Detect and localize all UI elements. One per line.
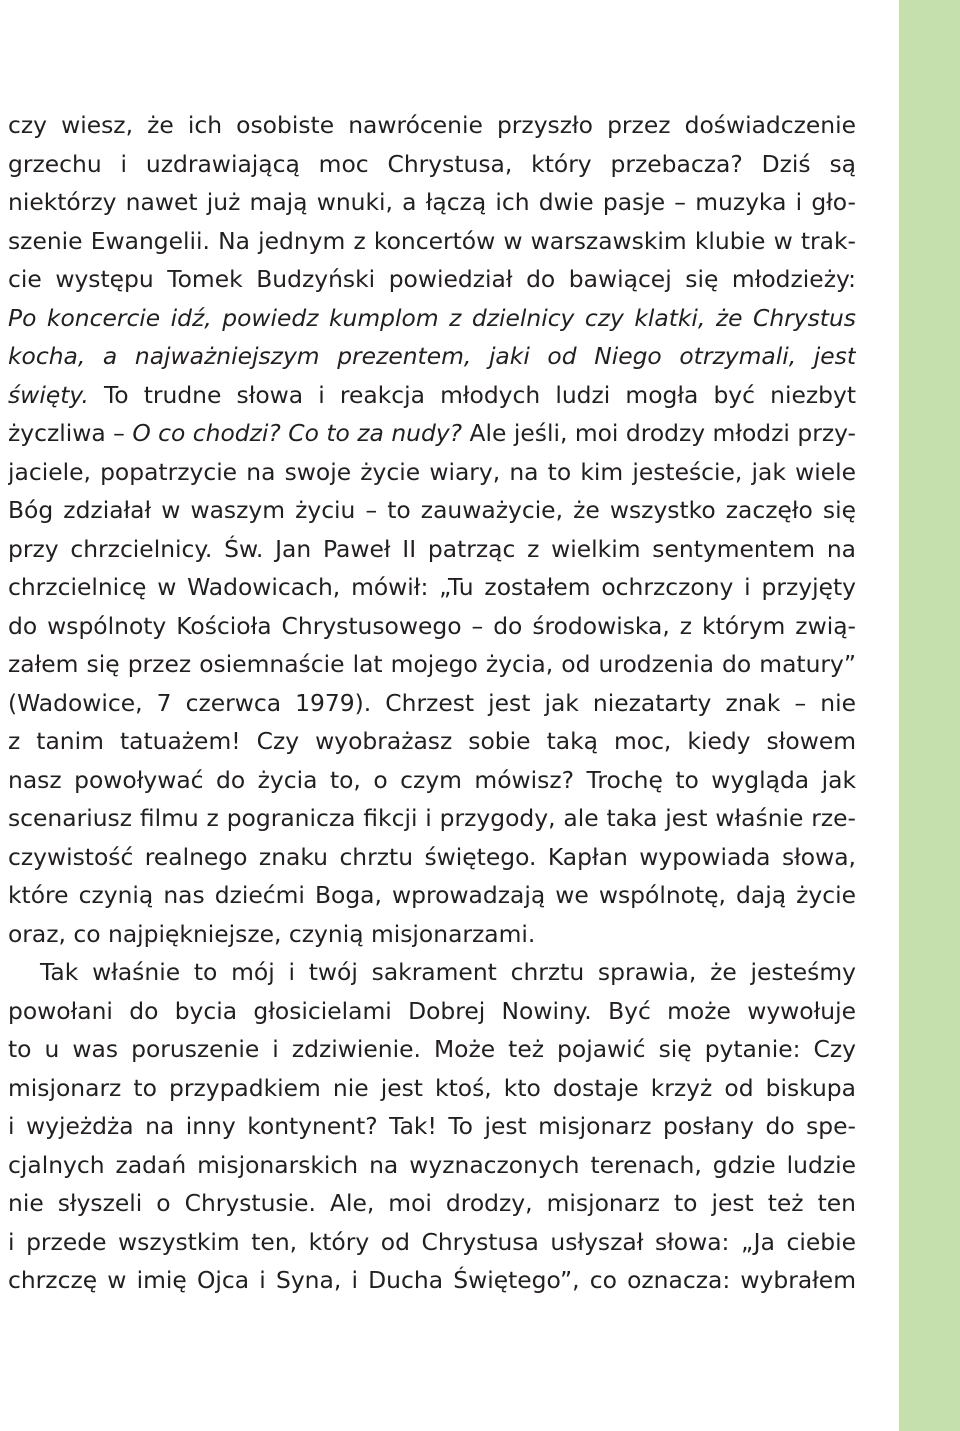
text-line: [8, 491, 856, 530]
text-line: [8, 299, 856, 338]
text-line: [8, 1261, 856, 1300]
italic-text-segment: Po koncercie idź, powiedz kumplom z dzielnicy czy klatki, że Chrystus: [8, 303, 856, 332]
text-segment: załem się przez osiemnaście lat mojego życia, od urodzenia do matury”: [8, 650, 856, 678]
text-segment: czywistość realnego znaku chrztu świętego. Kapłan wypowiada słowa,: [8, 842, 856, 871]
text-line: [8, 722, 856, 761]
text-segment: chrzczę w imię Ojca i Syna, i Ducha Świętego”, co oznacza: wybrałem: [8, 1266, 856, 1294]
text-line: [8, 992, 856, 1031]
text-segment: Ale jeśli, moi drodzy młodzi przy-: [462, 419, 856, 447]
text-line: [8, 1030, 856, 1069]
text-line: [8, 106, 856, 145]
text-line: [8, 876, 856, 915]
text-segment: z tanim tatuażem! Czy wyobrażasz sobie taką moc, kiedy słowem: [8, 727, 856, 755]
text-segment: cjalnych zadań misjonarskich na wyznaczonych terenach, gdzie ludzie: [8, 1150, 856, 1179]
text-segment: do wspólnoty Kościoła Chrystusowego – do środowiska, z którym zwią-: [8, 611, 856, 640]
text-line: [8, 376, 856, 415]
text-line: [8, 1223, 856, 1262]
text-segment: niektórzy nawet już mają wnuki, a łączą ich dwie pasje – muzyka i gło-: [8, 188, 856, 216]
text-line: [8, 1184, 856, 1223]
text-segment: i przede wszystkim ten, który od Chrystusa usłyszał słowa: „Ja ciebie: [8, 1227, 856, 1256]
text-line: [8, 761, 856, 800]
text-segment: Bóg zdziałał w waszym życiu – to zauważycie, że wszystko zaczęło się: [8, 496, 856, 524]
text-line: [8, 414, 856, 453]
text-line: [8, 260, 856, 299]
text-segment: To trudne słowa i reakcja młodych ludzi mogła być niezbyt: [88, 380, 856, 409]
text-line: [8, 607, 856, 646]
text-segment: grzechu i uzdrawiającą moc Chrystusa, który przebacza? Dziś są: [8, 149, 856, 178]
text-line: [8, 183, 856, 222]
text-line: [8, 1069, 856, 1108]
italic-text-segment: święty.: [8, 380, 89, 409]
text-segment: życzliwa –: [8, 419, 133, 447]
text-line: [8, 145, 856, 184]
text-segment: powołani do bycia głosicielami Dobrej Nowiny. Być może wywołuje: [8, 996, 856, 1025]
text-line: [8, 838, 856, 877]
italic-text-segment: O co chodzi? Co to za nudy?: [132, 419, 463, 447]
document-body: [8, 106, 856, 1300]
text-line: [8, 337, 856, 376]
text-line: [8, 222, 856, 261]
text-segment: i wyjeżdża na inny kontynent? Tak! To jest misjonarz posłany do spe-: [8, 1112, 856, 1140]
text-segment: które czynią nas dziećmi Boga, wprowadzają we wspólnotę, dają życie: [8, 881, 856, 909]
text-segment: Tak właśnie to mój i twój sakrament chrztu sprawia, że jesteśmy: [40, 958, 856, 986]
italic-text-segment: kocha, a najważniejszym prezentem, jaki od Niego otrzymali, jest: [8, 342, 856, 370]
text-line: [8, 953, 856, 992]
side-color-bar: [899, 0, 960, 1431]
text-segment: scenariusz filmu z pogranicza fikcji i przygody, ale taka jest właśnie rze-: [8, 804, 856, 832]
text-line: [8, 568, 856, 607]
text-line: [8, 1107, 856, 1146]
text-segment: (Wadowice, 7 czerwca 1979). Chrzest jest jak niezatarty znak – nie: [8, 688, 856, 717]
text-segment: chrzcielnicę w Wadowicach, mówił: „Tu zostałem ochrzczony i przyjęty: [8, 573, 856, 601]
text-segment: oraz, co najpiękniejsze, czynią misjonarzami.: [8, 919, 536, 948]
text-segment: przy chrzcielnicy. Św. Jan Paweł II patrząc z wielkim sentymentem na: [8, 534, 856, 563]
text-segment: czy wiesz, że ich osobiste nawrócenie przyszło przez doświadczenie: [8, 111, 856, 139]
text-line: [8, 1146, 856, 1185]
text-line: [8, 799, 856, 838]
text-line: [8, 530, 856, 569]
text-segment: to u was poruszenie i zdziwienie. Może też pojawić się pytanie: Czy: [8, 1035, 856, 1063]
text-segment: nie słyszeli o Chrystusie. Ale, moi drodzy, misjonarz to jest też ten: [8, 1189, 856, 1217]
text-line: [8, 453, 856, 492]
text-line: [8, 915, 856, 954]
text-segment: nasz powoływać do życia to, o czym mówisz? Trochę to wygląda jak: [8, 765, 856, 794]
text-line: [8, 684, 856, 723]
text-line: [8, 645, 856, 684]
text-segment: cie występu Tomek Budzyński powiedział do bawiącej się młodzieży:: [8, 265, 856, 293]
text-segment: jaciele, popatrzycie na swoje życie wiary, na to kim jesteście, jak wiele: [8, 457, 856, 486]
text-segment: misjonarz to przypadkiem nie jest ktoś, kto dostaje krzyż od biskupa: [8, 1073, 856, 1102]
text-segment: szenie Ewangelii. Na jednym z koncertów w warszawskim klubie w trak-: [8, 226, 856, 255]
